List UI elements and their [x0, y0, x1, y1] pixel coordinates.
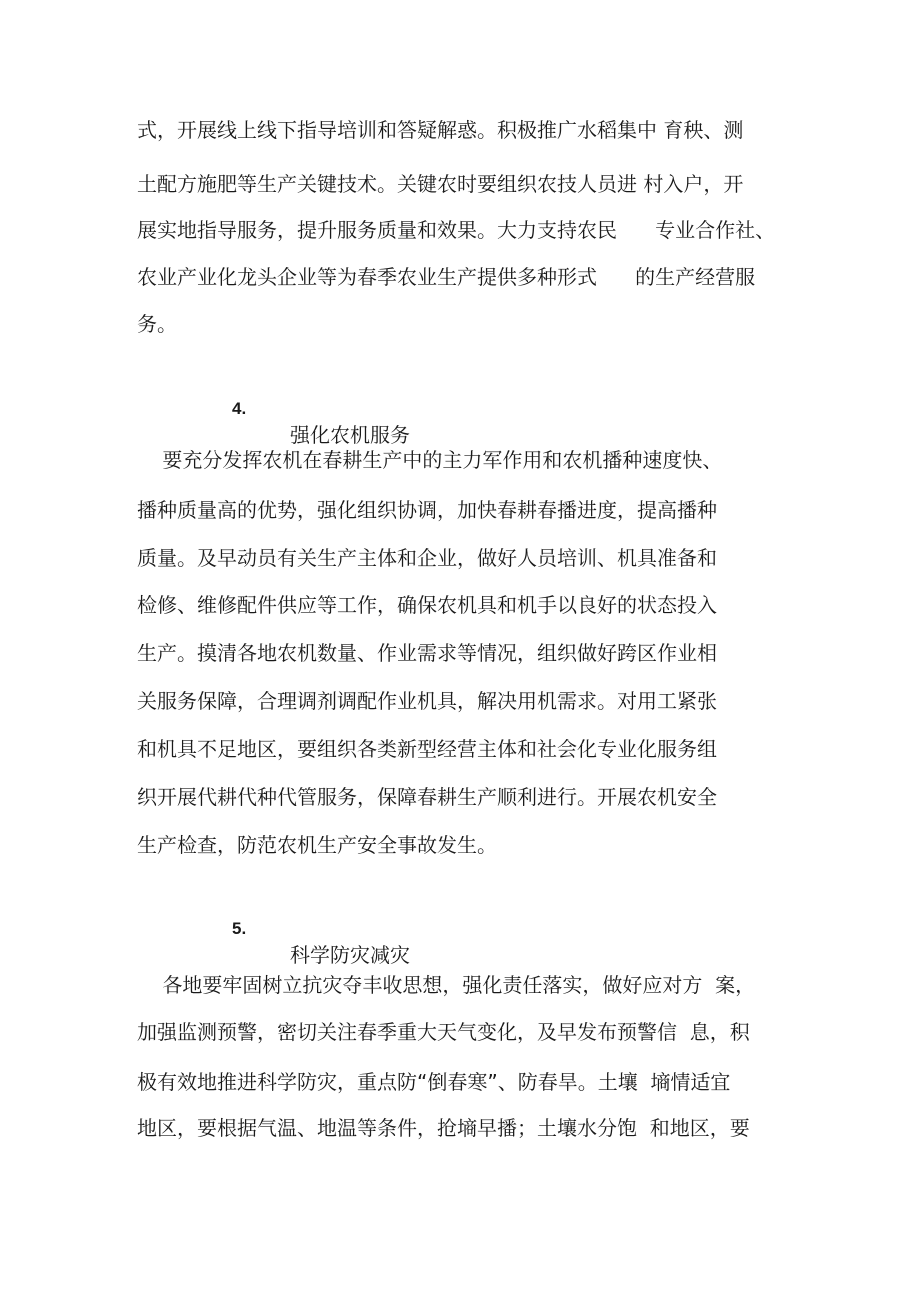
paragraph-line: 关服务保障，合理调剂调配作业机具，解决用机需求。对用工紧张 — [137, 689, 717, 713]
paragraph-line: 和机具不足地区，要组织各类新型经营主体和社会化专业化服务组 — [137, 737, 717, 761]
paragraph-line: 展实地指导服务，提升服务质量和效果。大力支持农民 专业合作社、 — [137, 218, 776, 242]
paragraph-line: 织开展代耕代种代管服务，保障春耕生产顺利进行。开展农机安全 — [137, 785, 717, 809]
section-number: 5. — [232, 919, 247, 938]
paragraph-line: 地区，要根据气温、地温等条件，抢墒早播；土壤水分饱 和地区，要 — [137, 1116, 750, 1140]
paragraph-line: 生产检查，防范农机生产安全事故发生。 — [137, 833, 497, 857]
paragraph-line: 极有效地推进科学防灾，重点防“倒春寒”、防春旱。土壤 墒情适宜 — [137, 1070, 731, 1094]
paragraph-line: 检修、维修配件供应等工作，确保农机具和机手以良好的状态投入 — [137, 593, 717, 617]
paragraph-line: 各地要牢固树立抗灾夺丰收思想，强化责任落实，做好应对方 案， — [137, 973, 756, 997]
paragraph-line: 播种质量高的优势，强化组织协调，加快春耕春播进度，提高播种 — [137, 498, 717, 522]
paragraph-line: 务。 — [137, 312, 177, 336]
paragraph-line: 式，开展线上线下指导培训和答疑解惑。积极推广水稻集中 育秧、测 — [137, 118, 744, 142]
section-number: 4. — [232, 399, 247, 418]
section-title: 科学防灾减灾 — [290, 943, 410, 967]
paragraph-line: 土配方施肥等生产关键技术。关键农时要组织农技人员进 村入户，开 — [137, 172, 744, 196]
paragraph-line: 质量。及早动员有关生产主体和企业，做好人员培训、机具准备和 — [137, 546, 717, 570]
paragraph-line: 要充分发挥农机在春耕生产中的主力军作用和农机播种速度快、 — [137, 448, 723, 472]
section-title: 强化农机服务 — [290, 423, 410, 447]
paragraph-line: 生产。摸清各地农机数量、作业需求等情况，组织做好跨区作业相 — [137, 641, 717, 665]
paragraph-line: 农业产业化龙头企业等为春季农业生产提供多种形式 的生产经营服 — [137, 265, 756, 289]
paragraph-line: 加强监测预警，密切关注春季重大天气变化，及早发布预警信 息，积 — [137, 1020, 750, 1044]
